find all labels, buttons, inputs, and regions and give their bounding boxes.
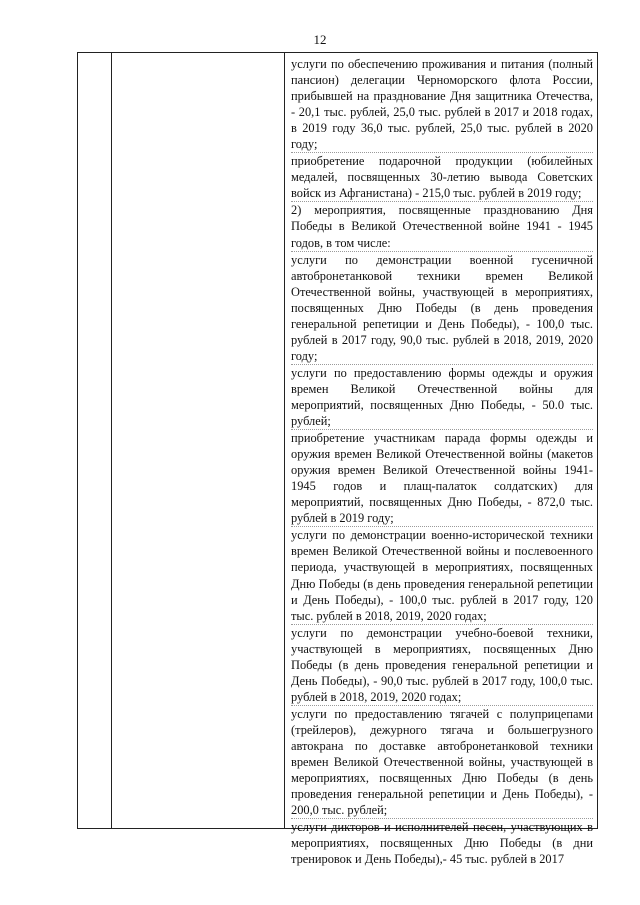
page-number: 12 bbox=[313, 32, 327, 47]
column-divider-1 bbox=[111, 53, 112, 828]
expense-description-cell bbox=[291, 56, 593, 867]
paragraph-gift-medals: приобретение подарочной продукции (юбилейных медалей, посвященных 30-летию вывода Советских войск из Афганистана) - 215,0 тыс. рублей в 2019 году; bbox=[291, 153, 593, 202]
paragraph-tractors-trailers: услуги по предоставлению тягачей с полуприцепами (трейлеров), дежурного тягача и большегрузного автокрана по доставке автобронетанковой техники времен Великой Отечественной войны, участвующей в мероприятиях, посвященных Дню Победы (в день проведения генеральной репетиции и День Победы), - 200,0 тыс. рублей; bbox=[291, 706, 593, 819]
paragraph-historic-vehicles: услуги по демонстрации военно-исторической техники времен Великой Отечественной войны и послевоенного периода, участвующей в мероприятиях, посвященных Дню Победы (в день проведения генеральной репетиции и День Победы), - 100,0 тыс. рублей в 2017 году, 120 тыс. рублей в 2018, 2019, 2020 годах; bbox=[291, 527, 593, 624]
paragraph-announcers-singers: услуги дикторов и исполнителей песен, участвующих в мероприятиях, посвященных Дню Победы (в дни тренировок и День Победы),- 45 тыс. рублей в 2017 bbox=[291, 820, 593, 867]
paragraph-training-combat-vehicles: услуги по демонстрации учебно-боевой техники, участвующей в мероприятиях, посвященных Дню Победы (в день проведения генеральной репетиции и День Победы), - 90,0 тыс. рублей в 2017 году, 100,0 тыс. рублей в 2018, 2019, 2020 годах; bbox=[291, 625, 593, 706]
paragraph-tracked-vehicles: услуги по демонстрации военной гусеничной автобронетанковой техники времен Великой Отечественной войны, участвующей в мероприятиях, посвященных Дню Победы (в день проведения генеральной репетиции и День Победы), - 100,0 тыс. рублей в 2017 году, 90,0 тыс. рублей в 2018, 2019, 2020 году; bbox=[291, 252, 593, 365]
paragraph-black-sea-fleet-delegation: услуги по обеспечению проживания и питания (полный пансион) делегации Черноморского флота России, прибывшей на празднование Дня защитника Отечества, - 20,1 тыс. рублей, 25,0 тыс. рублей в 2017 и 2018 годах, в 2019 году 36,0 тыс. рублей, 25,0 тыс. рублей в 2020 году; bbox=[291, 56, 593, 153]
column-divider-2 bbox=[284, 53, 285, 828]
paragraph-victory-day-heading: 2) мероприятия, посвященные празднованию Дня Победы в Великой Отечественной войне 1941 - 1945 годов, в том числе: bbox=[291, 202, 593, 251]
paragraph-uniforms-rental: услуги по предоставлению формы одежды и оружия времен Великой Отечественной войны для мероприятий, посвященных Дню Победы, - 50.0 тыс. рублей; bbox=[291, 365, 593, 430]
budget-table bbox=[77, 52, 598, 867]
paragraph-parade-uniforms-purchase: приобретение участникам парада формы одежды и оружия времен Великой Отечественной войны (макетов оружия времен Великой Отечественной войны 1941-1945 годов и плащ-палаток солдатских) для мероприятий, посвященных Дню Победы, - 872,0 тыс. рублей в 2019 году; bbox=[291, 430, 593, 527]
